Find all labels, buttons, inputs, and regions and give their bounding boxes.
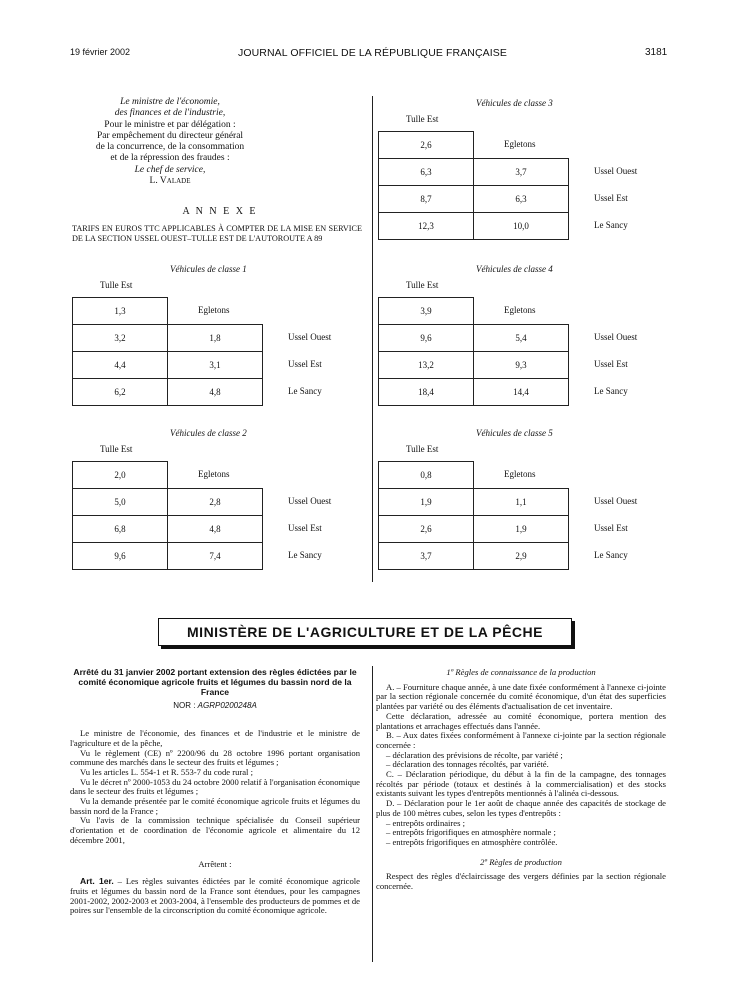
tariff-table: [376, 262, 672, 412]
list-item: – entrepôts ordinaires ;: [386, 817, 465, 828]
destination-label: Ussel Ouest: [594, 332, 638, 342]
annexe-subtitle: TARIFS EN EUROS TTC APPLICABLES À COMPTER DE LA MISE EN SERVICE DE LA SECTION USSEL OUEST–TULLE EST DE L'AUTOROUTE A 89: [72, 224, 362, 243]
nor-value: AGRP0200248A: [197, 701, 257, 711]
paragraph: A. – Fourniture chaque année, à une date fixée conformément à l'annexe ci-jointe par la section régionale concernée du comité économique, d'un état des superficies plantées par variété ou des éléments d'actualisation de cet inventaire.: [376, 681, 666, 712]
signature-line: et de la répression des fraudes :: [110, 153, 230, 164]
destination-label: Le Sancy: [288, 550, 322, 560]
table-title: Véhicules de classe 2: [170, 428, 247, 438]
paragraph: D. – Déclaration pour le 1er août de chaque année des capacités de stockage de plus de 100 mètres cubes, selon les types d'entrepôts :: [376, 798, 666, 818]
destination-label: Le Sancy: [594, 220, 628, 230]
tariff-cell: 3,7: [473, 158, 569, 186]
tariff-cell: 9,6: [72, 542, 168, 570]
tariff-table: [70, 426, 366, 576]
column-head-label: Egletons: [504, 469, 536, 479]
rules-heading-2: 2º Règles de production: [480, 856, 562, 867]
tariff-cell: 1,8: [167, 324, 263, 352]
arretent: Arrêtent :: [198, 858, 232, 869]
destination-label: Le Sancy: [594, 386, 628, 396]
tariff-cell: 0,8: [378, 461, 474, 489]
tariff-cell: 6,8: [72, 515, 168, 543]
tariff-cell: 3,2: [72, 324, 168, 352]
journal-title: JOURNAL OFFICIEL DE LA RÉPUBLIQUE FRANÇAISE: [238, 47, 507, 59]
arrete-title: Arrêté du 31 janvier 2002 portant extension des règles édictées par le comité économique agricole fruits et légumes du bassin nord de la France: [73, 667, 357, 697]
tariff-cell: 2,9: [473, 542, 569, 570]
tariff-cell: 6,3: [473, 185, 569, 213]
column-rule-bottom: [372, 666, 373, 962]
annexe-title: A N N E X E: [182, 206, 258, 217]
paragraph: C. – Déclaration périodique, du début à la fin de la campagne, des tonnages récoltés par période (totaux et destinés à la commercialisation) et des stocks existants suivant les types d'entrepôts mentionnés à l'alinéa ci-dessous.: [376, 769, 666, 799]
table-title: Véhicules de classe 1: [170, 264, 247, 274]
list-item: – entrepôts frigorifiques en atmosphère normale ;: [386, 827, 556, 838]
table-origin: Tulle Est: [100, 280, 133, 290]
signature-line: Par empêchement du directeur général: [96, 130, 244, 141]
tariff-cell: 18,4: [378, 378, 474, 406]
tariff-cell: 3,9: [378, 297, 474, 325]
signature-name: L. Valade: [149, 176, 191, 187]
paragraph: Vu les articles L. 554-1 et R. 553-7 du code rural ;: [80, 766, 253, 777]
tariff-cell: 8,7: [378, 185, 474, 213]
tariff-cell: 6,3: [378, 158, 474, 186]
tariff-cell: 1,9: [473, 515, 569, 543]
tariff-cell: 4,4: [72, 351, 168, 379]
signature-line: Pour le ministre et par délégation :: [104, 119, 236, 130]
tariff-cell: 7,4: [167, 542, 263, 570]
tariff-cell: 3,7: [378, 542, 474, 570]
signature-line: des finances et de l'industrie,: [114, 108, 226, 119]
table-title: Véhicules de classe 3: [476, 98, 553, 108]
page-number: 3181: [645, 47, 668, 58]
tariff-table: [376, 96, 672, 246]
destination-label: Ussel Est: [288, 523, 322, 533]
paragraph: Le ministre de l'économie, des finances et de l'industrie et le ministre de l'agriculture et de la pêche,: [70, 728, 360, 748]
paragraph: Cette déclaration, adressée au comité économique, portera mention des plantations et arrachages effectués dans l'année.: [376, 710, 666, 731]
tariff-cell: 4,8: [167, 378, 263, 406]
tariff-cell: 5,0: [72, 488, 168, 516]
rules-column: [376, 668, 666, 892]
rules-heading-1: 1º Règles de connaissance de la production: [446, 667, 596, 677]
destination-label: Ussel Est: [594, 193, 628, 203]
destination-label: Le Sancy: [288, 386, 322, 396]
nor-label: NOR :: [173, 701, 198, 711]
signature-block: [70, 97, 270, 187]
ministry-banner: MINISTÈRE DE L'AGRICULTURE ET DE LA PÊCHE: [158, 618, 572, 646]
tariff-table: [376, 426, 672, 576]
tariff-cell: 1,1: [473, 488, 569, 516]
tariff-cell: 3,1: [167, 351, 263, 379]
table-origin: Tulle Est: [406, 280, 439, 290]
signature-line: Le chef de service,: [134, 164, 206, 175]
destination-label: Ussel Ouest: [594, 496, 638, 506]
paragraph: Vu l'avis de la commission technique spécialisée du Conseil supérieur d'orientation et de coordination de l'économie agricole et alimentaire du 12 décembre 2001,: [70, 815, 360, 845]
list-item: – entrepôts frigorifiques en atmosphère contrôlée.: [386, 836, 558, 847]
tariff-cell: 2,0: [72, 461, 168, 489]
table-title: Véhicules de classe 4: [476, 264, 553, 274]
tariff-cell: 9,3: [473, 351, 569, 379]
paragraph: Respect des règles d'éclaircissage des vergers définies par la section régionale concernée.: [376, 871, 666, 892]
tariff-cell: 1,3: [72, 297, 168, 325]
nor-reference: [70, 701, 360, 711]
signature-line: de la concurrence, de la consommation: [95, 142, 245, 153]
table-origin: Tulle Est: [406, 114, 439, 124]
tariff-cell: 2,6: [378, 515, 474, 543]
column-head-label: Egletons: [504, 139, 536, 149]
table-origin: Tulle Est: [100, 444, 133, 454]
list-item: – déclaration des prévisions de récolte, par variété ;: [386, 749, 563, 760]
signature-line: Le ministre de l'économie,: [120, 97, 220, 107]
table-title: Véhicules de classe 5: [476, 428, 553, 438]
destination-label: Ussel Est: [594, 523, 628, 533]
tariff-cell: 9,6: [378, 324, 474, 352]
tariff-cell: 13,2: [378, 351, 474, 379]
header-date: 19 février 2002: [70, 47, 131, 57]
column-head-label: Egletons: [198, 305, 230, 315]
article-1: [70, 877, 360, 916]
paragraph: Vu le décret nº 2000-1053 du 24 octobre 2000 relatif à l'organisation économique dans le secteur des fruits et légumes ;: [70, 776, 360, 797]
tariff-cell: 6,2: [72, 378, 168, 406]
destination-label: Ussel Ouest: [288, 496, 332, 506]
destination-label: Ussel Est: [594, 359, 628, 369]
tariff-cell: 1,9: [378, 488, 474, 516]
arrete-column: [70, 668, 360, 916]
article-1-text: – Les règles suivantes édictées par le comité économique agricole fruits et légumes du bassin nord de la France sont étendues, pour les campagnes 2001-2002, 2002-2003 et 2003-2004, à l'ensemble des producteurs de pommes et de poires sur l'ensemble de la circonscription du comité économique agricole.: [70, 876, 360, 916]
column-rule-top: [372, 96, 373, 582]
column-head-label: Egletons: [198, 469, 230, 479]
tariff-cell: 4,8: [167, 515, 263, 543]
tariff-cell: 2,6: [378, 131, 474, 159]
destination-label: Ussel Est: [288, 359, 322, 369]
destination-label: Le Sancy: [594, 550, 628, 560]
paragraph: Vu la demande présentée par le comité économique agricole fruits et légumes du bassin nord de la France ;: [70, 796, 360, 816]
tariff-cell: 12,3: [378, 212, 474, 240]
tariff-cell: 14,4: [473, 378, 569, 406]
paragraph: B. – Aux dates fixées conformément à l'annexe ci-jointe par la section régionale concernée :: [376, 730, 666, 750]
list-item: – déclaration des tonnages récoltés, par variété.: [386, 759, 549, 770]
tariff-cell: 2,8: [167, 488, 263, 516]
tariff-cell: 5,4: [473, 324, 569, 352]
tariff-table: [70, 262, 366, 412]
article-1-label: Art. 1er.: [80, 876, 114, 887]
destination-label: Ussel Ouest: [594, 166, 638, 176]
tariff-cell: 10,0: [473, 212, 569, 240]
paragraph: Vu le règlement (CE) nº 2200/96 du 28 octobre 1996 portant organisation commune des marchés dans le secteur des fruits et légumes ;: [70, 747, 360, 768]
table-origin: Tulle Est: [406, 444, 439, 454]
destination-label: Ussel Ouest: [288, 332, 332, 342]
column-head-label: Egletons: [504, 305, 536, 315]
